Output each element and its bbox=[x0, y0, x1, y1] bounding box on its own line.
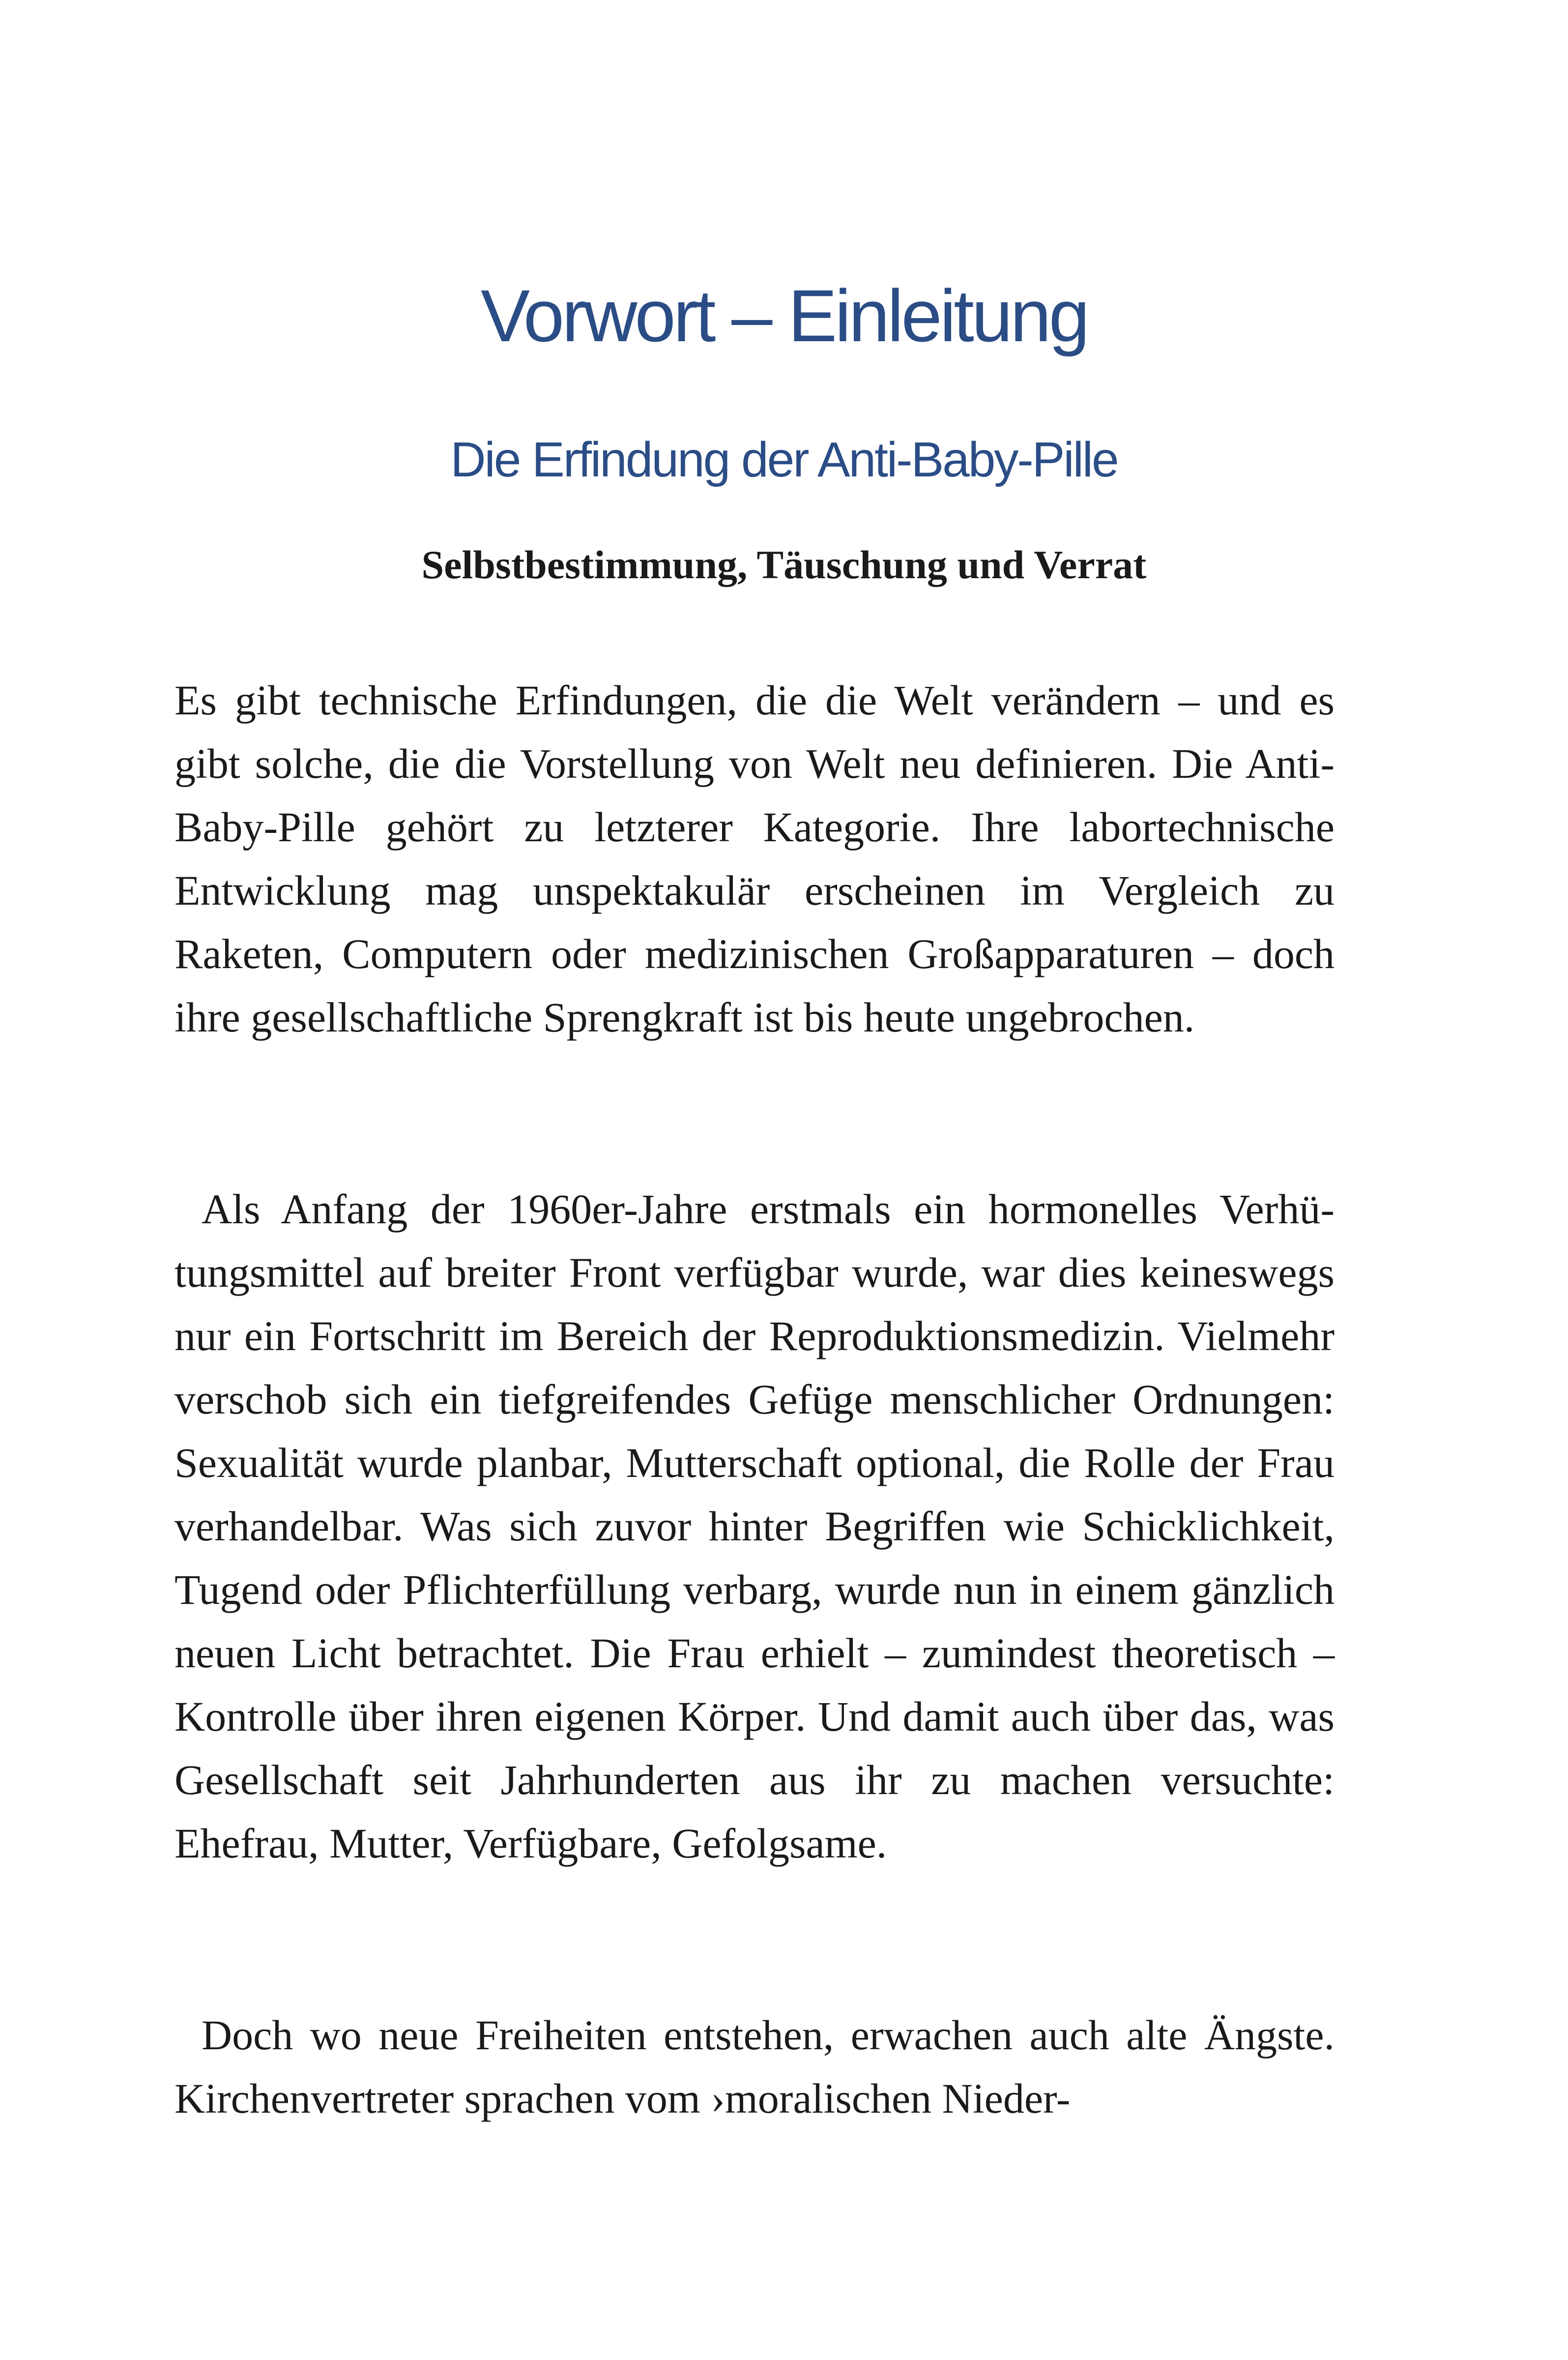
chapter-title: Vorwort – Einleitung bbox=[480, 274, 1088, 357]
body-paragraph-1 bbox=[174, 669, 1335, 1049]
paragraph-text: Es gibt technische Erfindungen, die die Welt verändern – und es gibt solche, die die Vorstellung von Welt neu definieren. Die Anti-Baby-Pille gehört zu letzterer Kategorie. Ihre labortechnische Entwicklung mag unspektakulär erscheinen im Vergleich zu Raketen, Computern oder medizinischen Großapparaturen – doch ihre gesellschaftliche Sprengkraft ist bis heute ungebrochen. bbox=[174, 677, 1335, 1041]
section-heading: Selbstbestimmung, Täuschung und Verrat bbox=[421, 542, 1147, 587]
body-paragraph-2 bbox=[174, 1178, 1335, 1875]
chapter-subtitle: Die Erfindung der Anti-Baby-Pille bbox=[450, 432, 1118, 487]
paragraph-text: Doch wo neue Freiheiten entstehen, erwachen auch alte Ängste. Kirchenvertreter sprachen vom ›moralischen Nieder- bbox=[174, 2011, 1335, 2122]
paragraph-text: Als Anfang der 1960er-Jahre erstmals ein hormonelles Verhütungsmittel auf breiter Front verfügbar wurde, war dies keineswegs nur ein Fortschritt im Bereich der Reproduktionsmedizin. Vielmehr verschob sich ein tiefgreifendes Gefüge menschlicher Ordnungen: Sexualität wurde planbar, Mutterschaft optional, die Rolle der Frau verhandelbar. Was sich zuvor hinter Begriffen wie Schicklichkeit, Tugend oder Pflichterfüllung verbarg, wurde nun in einem gänzlich neuen Licht betrachtet. Die Frau erhielt – zumindest theoretisch – Kontrolle über ihren eigenen Körper. Und damit auch über das, was Gesellschaft seit Jahrhunderten aus ihr zu machen versuchte: Ehefrau, Mutter, Verfügbare, Gefolgsame. bbox=[174, 1185, 1335, 1867]
body-paragraph-3 bbox=[174, 2004, 1335, 2130]
